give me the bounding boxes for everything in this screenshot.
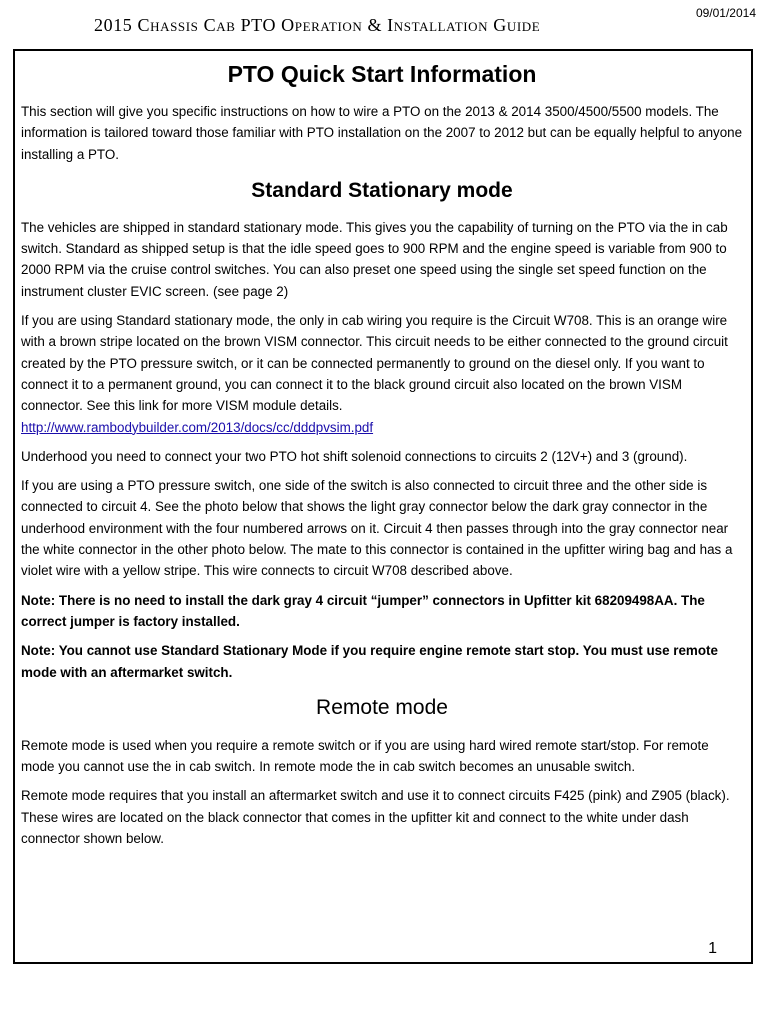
page-frame	[13, 49, 753, 964]
stationary-paragraph-2	[21, 310, 743, 438]
section-heading-remote-mode: Remote mode	[316, 695, 448, 719]
page-number: 1	[708, 940, 717, 957]
remote-paragraph-1: Remote mode is used when you require a remote switch or if you are using hard wired remote start/stop. For remote mode you cannot use the in cab switch. In remote mode the in cab switch becomes an unusable switch.	[21, 737, 709, 775]
vism-details-link[interactable]: http://www.rambodybuilder.com/2013/docs/cc/dddpvsim.pdf	[21, 419, 374, 435]
intro-paragraph: This section will give you specific instructions on how to wire a PTO on the 2013 & 2014 3500/4500/5500 models. The information is tailored toward those familiar with PTO installation on the 2007 to 2012 but can be equally helpful to anyone installing a PTO.	[21, 104, 743, 162]
section-heading-standard-stationary: Standard Stationary mode	[251, 178, 513, 202]
stationary-paragraph-2-text: If you are using Standard stationary mode, the only in cab wiring you require is the Circuit W708. This is an orange wire with a brown stripe located on the brown VISM connector. This circuit needs to be either connected to the ground circuit created by the PTO pressure switch, or it can be connected permanently to ground on the diesel only. If you want to connect it to a permanent ground, you can connect it to the black ground circuit also located on the brown VISM connector. See this link for more VISM module details.	[21, 313, 728, 414]
stationary-paragraph-1: The vehicles are shipped in standard stationary mode. This gives you the capability of turning on the PTO via the in cab switch. Standard as shipped setup is that the idle speed goes to 900 RPM and the engine speed is variable from 900 to 2000 RPM via the cruise control switches. You can also preset one speed using the single set speed function on the instrument cluster EVIC screen. (see page 2)	[21, 219, 728, 299]
header-date: 09/01/2014	[695, 6, 756, 20]
remote-start-note: Note: You cannot use Standard Stationary Mode if you require engine remote start stop. You must use remote mode with an aftermarket switch.	[21, 643, 718, 680]
jumper-note: Note: There is no need to install the dark gray 4 circuit “jumper” connectors in Upfitter kit 68209498AA. The correct jumper is factory installed.	[21, 592, 705, 629]
header-title: 2015 Chassis Cab PTO Operation & Installation Guide	[94, 15, 541, 35]
underhood-paragraph: Underhood you need to connect your two PTO hot shift solenoid connections to circuits 2 (12V+) and 3 (ground).	[21, 448, 688, 464]
pressure-switch-paragraph: If you are using a PTO pressure switch, one side of the switch is also connected to circuit three and the other side is connected to circuit 4. See the photo below that shows the light gray connector below the dark gray connector in the underhood environment with the four numbered arrows on it. Circuit 4 then passes through into the gray connector near the white connector in the other photo below. The mate to this connector is contained in the upfitter wiring bag and has a violet wire with a yellow stripe. This wire connects to circuit W708 described above.	[21, 478, 733, 579]
remote-paragraph-2: Remote mode requires that you install an aftermarket switch and use it to connect circuits F425 (pink) and Z905 (black). These wires are located on the black connector that comes in the upfitter kit and connect to the white under dash connector shown below.	[21, 788, 730, 847]
page-title: PTO Quick Start Information	[227, 61, 537, 87]
